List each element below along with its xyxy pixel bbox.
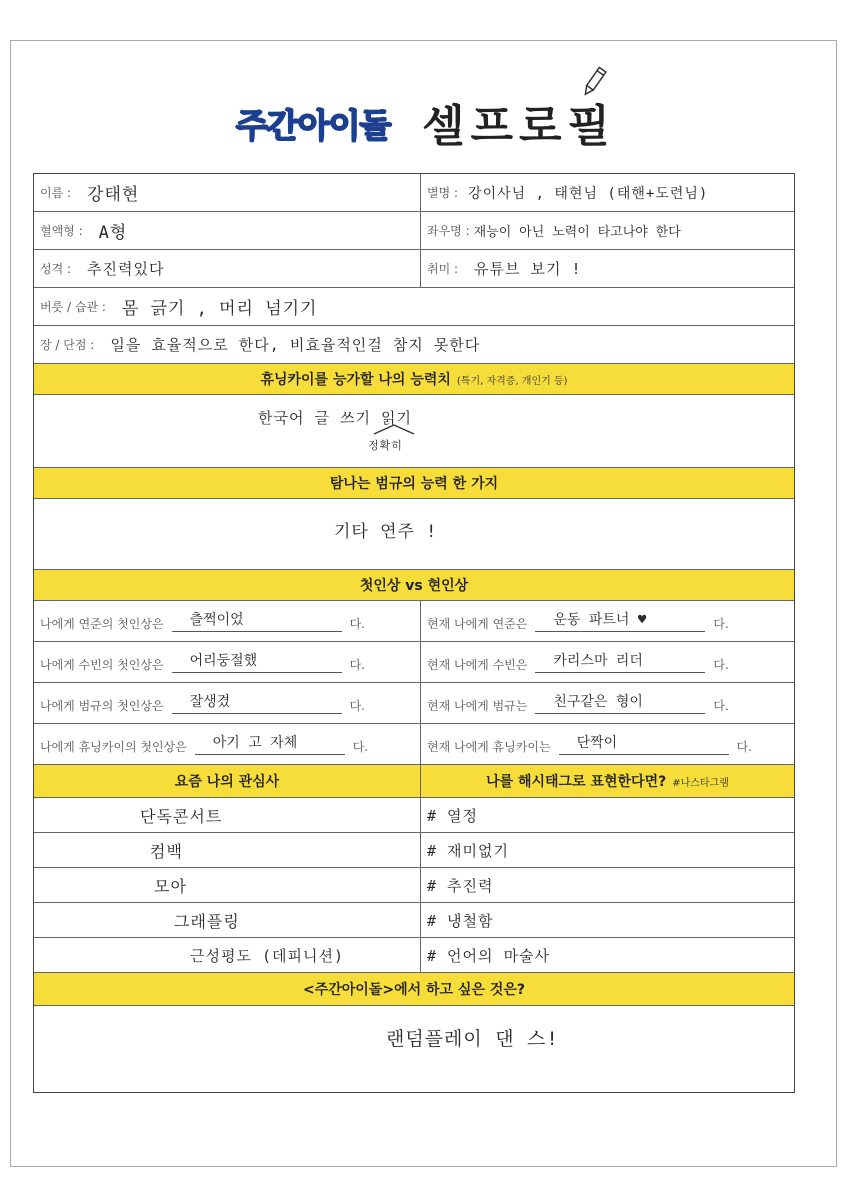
impression-heading-text: 첫인상 vs 현인상 [359,578,469,594]
wish-heading [34,973,794,1005]
motto-value: 재능이 아닌 노력이 타고나야 한다 [473,225,681,240]
row-name [34,174,794,212]
hashtag-cell [421,868,794,902]
impression-suffix: 다. [352,739,369,754]
impression-sentence [40,734,368,755]
hashtag-item: # 추진력 [427,876,494,895]
nickname-cell [421,174,794,211]
impression-sentence [40,693,365,714]
interest-cell [34,903,421,937]
impression-suffix: 다. [349,657,365,672]
hashtag-cell [421,938,794,972]
profile-form [33,173,795,1093]
nickname-value: 강이사님 , 태현님 (태핸+도련님) [468,185,709,202]
impression-prefix: 나에게 연준의 첫인상은 [40,616,164,631]
answer-line [172,693,342,714]
wish-heading-text: <주간아이돌>에서 하고 싶은 것은? [302,982,525,998]
ability-heading [34,364,794,394]
answer-line [172,611,342,632]
impression-right [421,724,794,764]
impression-suffix: 다. [713,698,729,713]
wish-heading-row [34,973,794,1006]
impression-sentence [40,611,365,632]
impression-sentence [40,652,365,673]
answer-line [559,734,729,755]
impression-row [34,724,794,765]
impression-answer: 카리스마 리더 [553,652,643,669]
logo-text: 주간아이돌 [236,106,391,145]
row-blood [34,212,794,250]
answer-line [535,611,705,632]
impression-answer: 츨쩍이었 [189,611,244,628]
nickname-label: 별명 : [427,186,459,200]
wish-answer-area [34,1006,794,1092]
wish-answer: 랜덤플레이 댄 스! [386,1028,559,1050]
ability-heading-note: (특기, 자격증, 개인기 등) [456,375,568,387]
envy-heading-row [34,468,794,499]
impression-sentence [427,611,729,632]
pros-cons-cell [34,326,794,363]
interest-item: 그래플링 [174,911,240,931]
row-habit [34,288,794,326]
impression-answer: 단짝이 [576,734,618,751]
ability-heading-text: 휴닝카이를 능가할 나의 능력치 [260,372,451,388]
pros-cons-label: 장 / 단점 : [40,338,95,352]
impression-sentence [427,734,752,755]
personality-value: 추진력있다 [87,260,165,278]
ability-answer: 한국어 글 쓰기 읽기 [258,409,413,427]
personality-cell [34,250,421,287]
habit-value: 몸 긁기 , 머리 넘기기 [121,299,318,319]
interest-item: 모아 [154,876,187,896]
impression-left [34,683,421,723]
habit-label: 버릇 / 습관 : [40,300,106,314]
interest-item: 근성평도 (데피니션) [190,946,345,965]
answer-line [535,693,705,714]
impression-left [34,724,421,764]
interests-heading-text: 요즘 나의 관심사 [174,774,280,790]
interest-cell [34,798,421,832]
weekly-idol-logo [236,100,390,147]
impression-prefix: 나에게 휴닝카이의 첫인상은 [40,739,187,754]
hashtag-heading-text: 나를 해시태그로 표현한다면? [486,774,667,790]
interest-row [34,868,794,903]
impression-left [34,642,421,682]
hashtag-item: # 열정 [427,806,479,825]
hashtag-cell [421,798,794,832]
blood-label: 혈액형 : [40,224,83,238]
row-pros-cons [34,326,794,364]
habit-cell [34,288,794,325]
impression-right [421,683,794,723]
pros-cons-value: 일을 효율적으로 한다, 비효율적인걸 참지 못한다 [110,336,481,354]
ability-answer-row [34,395,794,468]
impression-suffix: 다. [713,657,729,672]
interest-row [34,903,794,938]
impression-suffix: 다. [349,698,365,713]
hobby-label: 취미 : [427,262,459,276]
hashtag-item: # 냉철함 [427,911,494,930]
page-title: 셀프로필 [422,101,617,152]
envy-heading-text: 탐나는 범규의 능력 한 가지 [329,476,499,492]
interest-cell [34,938,421,972]
impression-prefix: 현재 나에게 연준은 [427,616,528,631]
pencil-icon [576,64,612,100]
impression-answer: 운동 파트너 ♥ [553,611,647,628]
row-personality [34,250,794,288]
interest-row [34,938,794,973]
impression-answer: 아기 고 자체 [212,734,298,751]
hashtag-heading [421,765,794,797]
impression-heading-row [34,570,794,601]
interest-item: 단독콘서트 [140,806,223,826]
answer-line [195,734,345,755]
interest-row [34,798,794,833]
motto-cell [421,212,794,249]
impression-left [34,601,421,641]
impression-suffix: 다. [349,616,365,631]
impression-answer: 잘생겼 [189,693,231,710]
impression-right [421,601,794,641]
impression-suffix: 다. [713,616,729,631]
blood-cell [34,212,421,249]
envy-heading [34,468,794,498]
hashtag-item: # 재미없기 [427,841,510,860]
wish-answer-row [34,1006,794,1092]
hobby-value: 유튜브 보기 ! [474,260,582,278]
interests-heading-row [34,765,794,798]
impression-answer: 친구같은 형이 [553,693,643,710]
envy-answer-area [34,499,794,569]
name-value: 강태현 [87,185,140,205]
interest-item: 컴백 [150,841,183,861]
hobby-cell [421,250,794,287]
interest-row [34,833,794,868]
impression-prefix: 현재 나에게 범규는 [427,698,528,713]
impression-prefix: 현재 나에게 휴닝카이는 [427,739,551,754]
envy-answer: 기타 연주 ! [334,522,438,542]
impression-suffix: 다. [736,739,752,754]
motto-label: 좌우명 : [427,224,470,238]
impression-answer: 어리둥절했 [189,652,258,669]
impression-row [34,683,794,724]
answer-line [172,652,342,673]
answer-line [535,652,705,673]
name-label: 이름 : [40,186,72,200]
impression-right [421,642,794,682]
caret-mark [372,423,416,435]
hashtag-cell [421,833,794,867]
blood-value: A형 [98,223,128,243]
impression-heading [34,570,794,600]
profile-header [0,72,847,172]
impression-prefix: 나에게 수빈의 첫인상은 [40,657,164,672]
name-cell [34,174,421,211]
ability-answer-area [34,395,794,467]
hashtag-heading-note: #나스타그램 [672,777,729,789]
envy-answer-row [34,499,794,570]
ability-heading-row [34,364,794,395]
impression-row [34,601,794,642]
impression-prefix: 나에게 범규의 첫인상은 [40,698,164,713]
interest-cell [34,833,421,867]
impression-row [34,642,794,683]
impression-sentence [427,693,729,714]
impression-sentence [427,652,729,673]
interest-cell [34,868,421,902]
hashtag-cell [421,903,794,937]
impression-prefix: 현재 나에게 수빈은 [427,657,528,672]
personality-label: 성격 : [40,262,72,276]
interests-heading [34,765,421,797]
hashtag-item: # 언어의 마술사 [427,946,551,965]
ability-answer-note: 정확히 [368,439,403,452]
